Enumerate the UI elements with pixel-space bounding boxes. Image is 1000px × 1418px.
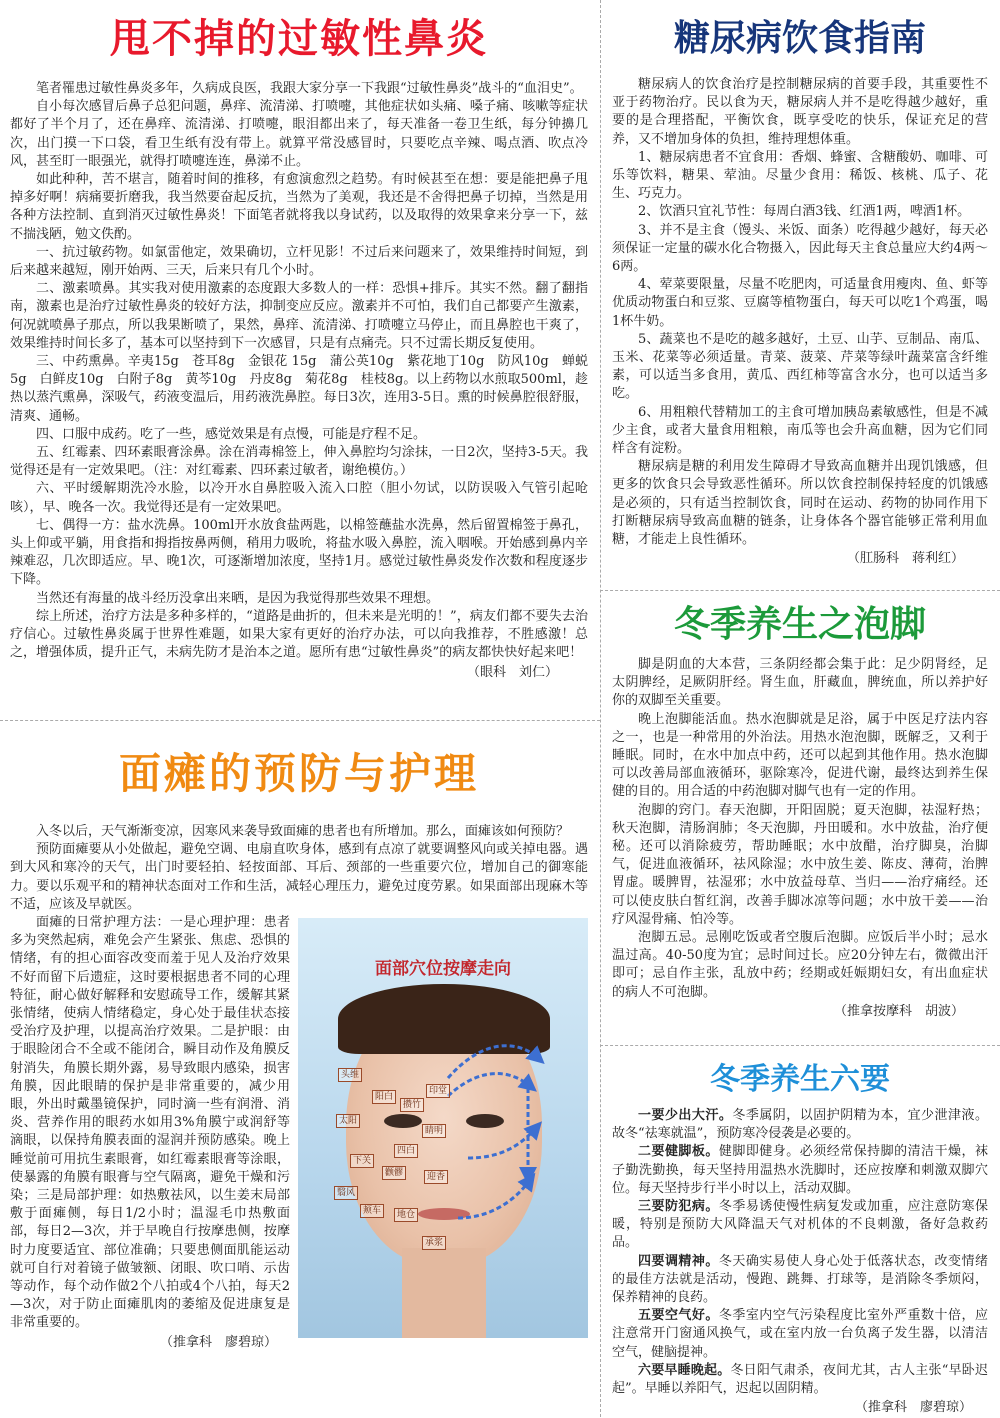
diabetes-title: 糖尿病饮食指南	[673, 18, 926, 59]
column-divider	[600, 0, 601, 1417]
rhinitis-title: 甩不掉的过敏性鼻炎	[110, 16, 488, 62]
figure-caption: 面部穴位按摩走向	[375, 959, 511, 980]
six-title: 冬季养生六要	[710, 1062, 890, 1097]
item-lead: 四要调精神。	[638, 1253, 719, 1269]
right-section-divider-1	[600, 590, 1000, 591]
paragraph: 二、激素喷鼻。其实我对使用激素的态度跟大多数人的一样：恐惧+排斥。其实不然。翻了翻指南，激素也是治疗过敏性鼻炎的较好方法，抑制变应反应。激素并不可怕，我们自己都要产生激素，何况就喷鼻子那点，所以我果断喷了，果然，鼻痒、流清涕、打喷嚏立马停止，而且鼻腔也干爽了，效果维持时间长多了，基本可以坚持到下一次感冒，只是有点痛壳。只不过需长期反复使用。	[10, 281, 588, 351]
paragraph: 一、抗过敏药物。如氯雷他定，效果确切，立杆见影！不过后来问题来了，效果维持时间短，到后来越来越短，刚开始两、三天，后来只有几个小时。	[10, 244, 588, 279]
acupoint-label: 头维	[338, 1068, 362, 1082]
paragraph: 六、平时缓解期洗冷水脸，以冷开水自鼻腔吸入流入口腔（胆小勿试，以防误吸入气管引起呛咳），早、晚各一次。我觉得还是有一定效果吧。	[10, 481, 588, 515]
item-lead: 五要空气好。	[638, 1308, 719, 1324]
paragraph: 入冬以后，天气渐渐变凉，因寒风来袭导致面瘫的患者也有所增加。那么，面瘫该如何预防？	[36, 824, 570, 839]
acupoint-label: 攒竹	[400, 1098, 424, 1112]
facial-signature: （推拿科 廖碧琼）	[160, 1334, 278, 1350]
acupoint-label: 迎香	[424, 1170, 448, 1184]
rhinitis-article	[10, 8, 588, 683]
acupoint-label: 四白	[394, 1144, 418, 1158]
item-lead: 三要防犯病。	[638, 1199, 719, 1215]
paragraph: 6、用粗粮代替精加工的主食可增加胰岛素敏感性，但是不减少主食，或者大量食用粗粮，南瓜等也会升高血糖，因为它们同样含有淀粉。	[612, 404, 988, 457]
list-item	[612, 1107, 988, 1143]
acupoint-label: 阳白	[372, 1090, 396, 1104]
list-item	[612, 1307, 988, 1362]
six-signature: （推拿科 廖碧琼）	[854, 1400, 972, 1416]
paragraph: 糖尿病人的饮食治疗是控制糖尿病的首要手段，其重要性不亚于药物治疗。民以食为天，糖尿病人并不是吃得越少越好，重要的是合理搭配，平衡饮食，既享受吃的快乐，保证充足的营养，又不增加身体的负担，维持理想体重。	[612, 77, 988, 147]
paragraph: 糖尿病是糖的利用发生障碍才导致高血糖并出现饥饿感，但更多的饮食只会导致恶性循环。所以饮食控制保持轻度的饥饿感是必须的，只有适当控制饮食，同时在运动、药物的协同作用下打断糖尿病导致高血糖的链条，让身体各个器官能够正常利用血糖，才能走上良性循环。	[612, 459, 988, 548]
acupoint-label: 颧髎	[382, 1166, 406, 1180]
paragraph: 五、红霉素、四环素眼膏涂鼻。涂在消毒棉签上，伸入鼻腔均匀涂抹，一日2次，坚持3-5天。我觉得还是有一定效果吧。（注：对红霉素、四环素过敏者，谢绝模仿。）	[10, 445, 588, 479]
right-section-divider-2	[600, 1045, 1000, 1046]
acupoint-label: 翳风	[334, 1186, 358, 1200]
paragraph: 综上所述，治疗方法是多种多样的，“道路是曲折的，但未来是光明的！”，病友们都不要失去治疗信心。过敏性鼻炎属于世界性难题，如果大家有更好的治疗办法，可以向我推荐，不胜感激！总之，增强体质，提升正气，未病先防才是治本之道。愿所有患“过敏性鼻炎”的病友都快快好起来吧！	[10, 608, 588, 661]
paragraph: 预防面瘫要从小处做起，避免空调、电扇直吹身体，感到有点凉了就要调整风向或关掉电器。遇到大风和寒冷的天气，出门时要轻拍、轻按面部、耳后、颈部的一些重要穴位，增加自己的御寒能力。要以乐观平和的精神状态面对工作和生活，减轻心理压力，避免过度劳累。如果面部出现麻木等不适，应该及早就医。	[10, 842, 588, 912]
facial-article	[10, 735, 588, 1353]
paragraph: 4、荤菜要限量，尽量不吃肥肉，可适量食用瘦肉、鱼、虾等优质动物蛋白和豆浆、豆腐等植物蛋白，每天可以吃1个鸡蛋，喝1杯牛奶。	[612, 277, 988, 329]
footbath-signature: （推拿按摩科 胡波）	[833, 1003, 964, 1019]
paragraph: 七、偶得一方：盐水洗鼻。100ml开水放食盐两匙，以棉签蘸盐水洗鼻，然后留置棉签于鼻孔，头上仰或平躺，用食指和拇指按鼻两侧，稍用力吸吮，将盐水吸入鼻腔，流入咽喉。开始感到鼻内辛辣难忍，几次即适应。早、晚1次，可逐渐增加浓度，坚持1月。感觉过敏性鼻炎发作次数和程度逐步下降。	[10, 517, 588, 588]
paragraph: 自小每次感冒后鼻子总犯问题，鼻痒、流清涕、打喷嚏，其他症状如头痛、嗓子痛、咳嗽等症状都好了半个月了，还在鼻痒、流清涕、打喷嚏，眼泪都出来了，每天准备一卷卫生纸，每分钟擤几次，出门摸一下口袋，看卫生纸有没有带上。就算平常没感冒时，只要吃点辛辣、喝点酒、吹点冷风，甚至盯一眼强光，就得打喷嚏连连，鼻涕不止。	[10, 99, 588, 169]
paragraph: 当然还有海量的战斗经历没拿出来晒，是因为我觉得那些效果不理想。	[36, 590, 440, 606]
acupoint-label: 下关	[350, 1154, 374, 1168]
rhinitis-signature: （眼科 刘仁）	[466, 664, 558, 680]
paragraph: 三、中药熏鼻。辛夷15g 苍耳8g 金银花 15g 蒲公英10g 紫花地丁10g 防风10g 蝉蜕5g 白鲜皮10g 白附子8g 黄芩10g 丹皮8g 菊花8g 桂枝8g。以上药物以水煎取500ml，趁热以蒸汽熏鼻，深吸气，药液变温后，用药液洗鼻腔。每日3次，连用3-5日。熏的时候鼻腔很舒服，清爽、通畅。	[10, 354, 588, 424]
acupoint-label: 太阳	[336, 1114, 360, 1128]
paragraph: 1、糖尿病患者不宜食用：香烟、蜂蜜、含糖酸奶、咖啡、可乐等饮料，糖果、荤油。尽量少食用：稀饭、核桃、瓜子、花生、巧克力。	[612, 149, 988, 202]
paragraph: 如此种种，苦不堪言，随着时间的推移，有愈演愈烈之趋势。有时候甚至在想：要是能把鼻子甩掉多好啊！病痛要折磨我，我当然要奋起反抗，当然为了美观，我还是不舍得把鼻子切掉，当然是用各种方法控制、直到消灭过敏性鼻炎！下面笔者就将我以身试药，以及取得的效果拿来分享一下，兹不揣浅陋，勉文佚酌。	[10, 172, 588, 242]
diabetes-signature: （肛肠科 蒋利红）	[846, 551, 964, 567]
acupoint-label: 睛明	[422, 1124, 446, 1138]
diabetes-article	[612, 8, 988, 569]
list-item	[612, 1362, 988, 1398]
item-text: 冬季室内空气污染程度比室外严重数十倍，应注意常开门窗通风换气，或在室内放一台负离子发生器，以清洁空气，健脑提神。	[612, 1308, 988, 1360]
paragraph: 3、并不是主食（馒头、米饭、面条）吃得越少越好，每天必须保证一定量的碳水化合物摄入，因此每天主食总量应大约4两～6两。	[612, 222, 988, 275]
acupoint-label: 地仓	[394, 1208, 418, 1222]
paragraph: 5、蔬菜也不是吃的越多越好，土豆、山芋、豆制品、南瓜、玉米、花菜等必须适量。青菜、菠菜、芹菜等绿叶蔬菜富含纤维素，可以适当多食用，黄瓜、西红柿等富含水分，也可以适当多吃。	[612, 331, 988, 402]
item-lead: 二要健脚板。	[638, 1144, 719, 1160]
footbath-title: 冬季养生之泡脚	[673, 604, 926, 645]
item-text: 健脚即健身。必须经常保持脚的清洁干燥，袜子勤洗勤换，每天坚持用温热水洗脚时，还应按摩和刺激双脚穴位。每天坚持步行半小时以上，活动双脚。	[612, 1144, 988, 1196]
facial-title: 面瘫的预防与护理	[118, 749, 479, 798]
item-text: 冬日阳气肃杀，夜间尤其，古人主张“早卧迟起”。早睡以养阳气，迟起以固阴精。	[612, 1362, 988, 1397]
paragraph: 泡脚的窍门。春天泡脚，开阳固脱；夏天泡脚，祛湿籽热；秋天泡脚，清肠润肺；冬天泡脚，丹田暖和。水中放盐，治疗便秘。还可以消除疲劳，帮助睡眠；水中放醋，治疗脚臭，治脚气，促进血液循环，祛风除湿；水中放生姜、陈皮、薄荷，治脾胃虚。暖脾胃，祛湿邪；水中放益母草、当归——治疗痛经。还可以使皮肤白皙红润，改善手脚冰凉等问题；水中放干姜——治疗风湿骨痛、怕冷等。	[612, 802, 988, 927]
paragraph: 面瘫的日常护理方法：一是心理护理：患者多为突然起病，难免会产生紧张、焦虑、恐惧的情绪，有的担心面容改变而羞于见人及治疗效果不好而留下后遗症，这时要根据患者不同的心理特征，耐心做好解释和安慰疏导工作，缓解其紧张情绪，使病人情绪稳定，身心处于最佳状态接受治疗及护理，以提高治疗效果。二是护眼：由于眼睑闭合不全或不能闭合，瞬目动作及角膜反射消失，角膜长期外露，易导致眼内感染，损害角膜，因此眼睛的保护是非常重要的，减少用眼，外出时戴墨镜保护，同时滴一些有润滑、消炎、营养作用的眼药水如用3%角膜宁或润舒等滴眼，以保持角膜表面的湿润并预防感染。晚上睡觉前可用抗生素眼膏，如红霉素眼膏等涂眼，使暴露的角膜有眼膏与空气隔离，避免干燥和污染；三是局部护理：如热敷祛风，以生姜末局部敷于面瘫侧，每日1/2小时；温湿毛巾热敷面部，每日2—3次，并于早晚自行按摩患侧，按摩时力度要适宜、部位准确；只要患侧面肌能运动就可自行对着镜子做皱额、闭眼、吹口哨、示齿等动作，每个动作做2个八拍或4个八拍，每天2—3次，对于防止面瘫肌肉的萎缩及促进康复是非常重要的。	[10, 915, 290, 1331]
item-text: 冬天确实易使人身心处于低落状态，改变情绪的最佳方法就是活动，慢跑、跳舞、打球等，是消除冬季烦闷，保养精神的良药。	[612, 1253, 988, 1306]
acupoint-label: 印堂	[426, 1084, 450, 1098]
list-item	[612, 1253, 988, 1308]
paragraph: 泡脚五忌。忌刚吃饭或者空腹后泡脚。应饭后半小时；忌水温过高。40-50度为宜；忌时间过长。应20分钟左右，微微出汗即可；忌自作主张，乱放中药；经期或妊娠期妇女，有出血症状的病人不可泡脚。	[612, 930, 988, 1000]
acupoint-label: 颊车	[360, 1204, 384, 1218]
footbath-article	[612, 600, 988, 1022]
acupoint-label: 承浆	[422, 1236, 446, 1250]
six-essentials-article	[612, 1055, 988, 1418]
paragraph: 笔者罹患过敏性鼻炎多年，久病成良医，我跟大家分享一下我跟“过敏性鼻炎”战斗的“血泪史”。	[36, 81, 583, 96]
item-text: 冬季属阴，以固护阴精为本，宜少泄津液。故冬“祛寒就温”，预防寒冷侵袭是必要的。	[612, 1108, 988, 1142]
face-figure	[298, 918, 588, 1338]
paragraph: 晚上泡脚能活血。热水泡脚就是足浴，属于中医足疗法内容之一，也是一种常用的外治法。用热水泡泡脚，既解乏，又利于睡眠。同时，在水中加点中药，还可以起到其他作用。热水泡脚可以改善局部血液循环，驱除寒冷，促进代谢，最终达到养生保健的目的。用合适的中药泡脚对脚气也有一定的作用。	[612, 711, 988, 800]
item-text: 冬季易诱使慢性病复发或加重，应注意防寒保暖，特别是预防大风降温天气对机体的不良刺激，备好急救药品。	[612, 1199, 988, 1251]
list-item	[612, 1198, 988, 1253]
paragraph: 2、饮酒只宜礼节性：每周白酒3钱、红酒1两，啤酒1杯。	[638, 204, 971, 220]
left-section-divider	[0, 720, 600, 721]
list-item	[612, 1143, 988, 1198]
item-lead: 六要早睡晚起。	[638, 1362, 731, 1378]
paragraph: 脚是阴血的大本营，三条阴经都会集于此：足少阴肾经，足太阴脾经，足厥阴肝经。肾生血，肝藏血，脾统血，所以养护好你的双脚至关重要。	[612, 657, 988, 709]
item-lead: 一要少出大汗。	[638, 1108, 733, 1123]
paragraph: 四、口服中成药。吃了一些，感觉效果是有点慢，可能是疗程不足。	[36, 426, 427, 442]
